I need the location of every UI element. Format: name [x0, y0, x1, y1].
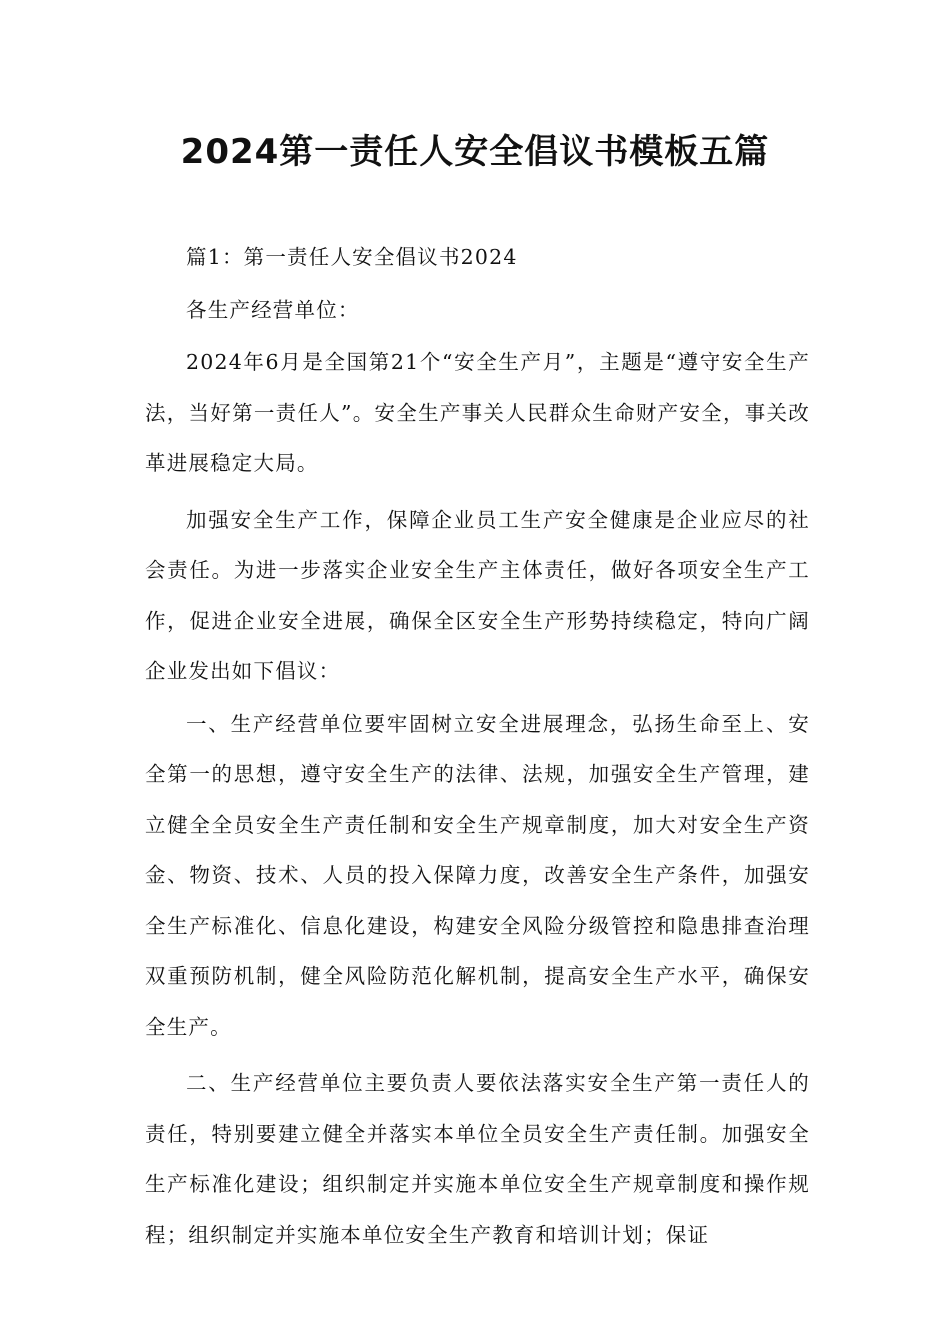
- paragraph: 加强安全生产工作，保障企业员工生产安全健康是企业应尽的社会责任。为进一步落实企业安全生产主体责任，做好各项安全生产工作，促进企业安全进展，确保全区安全生产形势持续稳定，特向广阔企业发出如下倡议：: [145, 507, 810, 683]
- paragraph: 2024年6月是全国第21个“安全生产月”，主题是“遵守安全生产法，当好第一责任人”。安全生产事关人民群众生命财产安全，事关改革进展稳定大局。: [145, 350, 810, 475]
- paragraph: 二、生产经营单位主要负责人要依法落实安全生产第一责任人的责任，特别要建立健全并落实本单位全员安全生产责任制。加强安全生产标准化建设；组织制定并实施本单位安全生产规章制度和操作规程；组织制定并实施本单位安全生产教育和培训计划；保证: [145, 1071, 810, 1247]
- paragraph: 一、生产经营单位要牢固树立安全进展理念，弘扬生命至上、安全第一的思想，遵守安全生产的法律、法规，加强安全生产管理，建立健全全员安全生产责任制和安全生产规章制度，加大对安全生产资金、物资、技术、人员的投入保障力度，改善安全生产条件，加强安全生产标准化、信息化建设，构建安全风险分级管控和隐患排查治理双重预防机制，健全风险防范化解机制，提高安全生产水平，确保安全生产。: [145, 711, 810, 1039]
- document-title: 2024第一责任人安全倡议书模板五篇: [180, 132, 770, 172]
- salutation: 各生产经营单位：: [186, 297, 360, 322]
- document-body: [145, 232, 810, 1260]
- section-heading: 篇1：第一责任人安全倡议书2024: [186, 245, 518, 269]
